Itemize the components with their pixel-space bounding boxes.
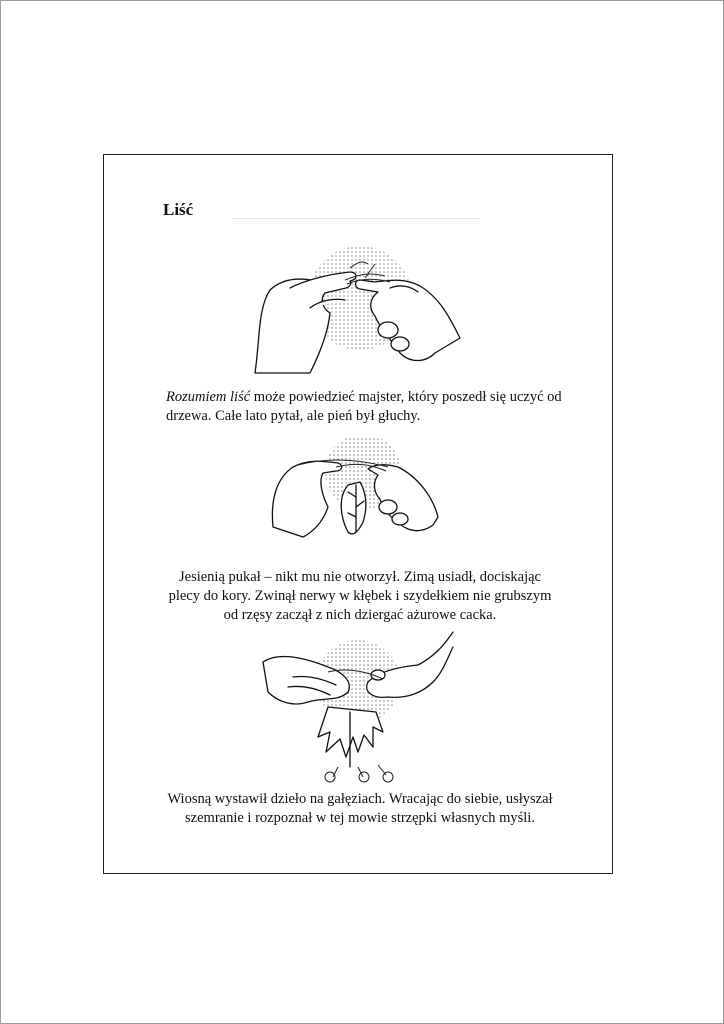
title-rule	[232, 218, 480, 219]
paragraph-3-line-1: Wiosną wystawił dzieło na gałęziach. Wracając do siebie, usłyszał	[167, 791, 553, 807]
paragraph-2	[140, 568, 580, 625]
hands-pulling-leaf-threads-icon	[250, 238, 465, 378]
hands-holding-leaf-cluster-icon	[258, 627, 458, 787]
paragraph-2-line-2: plecy do kory. Zwinął nerwy w kłębek i szydełkiem nie grubszym	[168, 588, 552, 604]
paragraph-3-line-2: szemranie i rozpoznał w tej mowie strzępki własnych myśli.	[185, 810, 535, 826]
page-title: Liść	[163, 200, 194, 219]
line-text: może powiedzieć majster, który poszedł się uczyć od	[250, 389, 562, 405]
hands-crocheting-leaf-icon	[268, 437, 443, 557]
paragraph-3	[140, 790, 580, 828]
paragraph-1-line-1	[166, 388, 566, 407]
paragraph-1	[166, 388, 566, 426]
paragraph-2-line-1: Jesienią pukał – nikt mu nie otworzył. Zimą usiadł, dociskając	[178, 569, 541, 585]
italic-phrase: Rozumiem liść	[166, 389, 251, 405]
paragraph-1-line-2: drzewa. Całe lato pytał, ale pień był głuchy.	[166, 408, 421, 424]
paragraph-2-line-3: od rzęsy zaczął z nich dziergać ażurowe cacka.	[223, 607, 497, 623]
